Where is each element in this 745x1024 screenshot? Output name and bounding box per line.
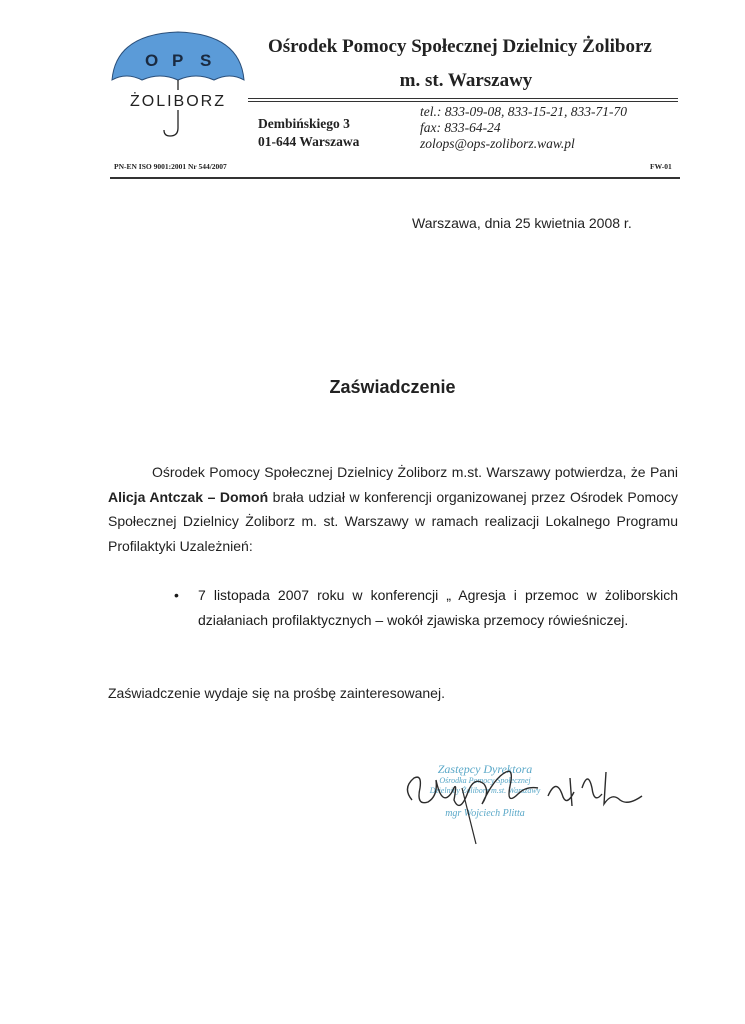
- header-bottom-rule: [110, 177, 680, 179]
- logo-district: ŻOLIBORZ: [129, 93, 227, 110]
- document-title: Zaświadczenie: [329, 377, 456, 397]
- org-name: Ośrodek Pomocy Społecznej Dzielnicy Żoliborz: [268, 36, 652, 57]
- bullet-icon: •: [174, 587, 179, 603]
- stamp-institution: Ośrodka Pomocy Społecznej: [439, 776, 531, 785]
- postal-city: 01-644 Warszawa: [258, 134, 360, 149]
- main-paragraph: [108, 460, 678, 558]
- conference-item: 7 listopada 2007 roku w konferencji „ Agresja i przemoc w żoliborskich działaniach profilaktycznych – wokół zjawiska przemocy rówieśniczej.: [198, 587, 678, 628]
- address-block: [258, 115, 359, 151]
- header-divider: [248, 98, 678, 99]
- street: Dembińskiego 3: [258, 116, 350, 131]
- handwritten-signature: [398, 748, 658, 848]
- recipient-name: Alicja Antczak – Domoń: [108, 488, 269, 505]
- closing-sentence: Zaświadczenie wydaje się na prośbę zainteresowanej.: [108, 685, 445, 701]
- stamp-district: Dzielnicy Żoliborz m.st. Warszawy: [429, 786, 541, 795]
- phone-numbers: tel.: 833-09-08, 833-15-21, 833-71-70: [420, 104, 627, 119]
- logo-letter-p: P: [172, 51, 184, 70]
- form-code: FW-01: [650, 162, 672, 171]
- fax-number: fax: 833-64-24: [420, 120, 501, 135]
- logo-letter-s: S: [200, 51, 212, 70]
- stamp-signatory: mgr Wojciech Plitta: [445, 808, 525, 819]
- paragraph-end: brała udział w konferencji organizowanej przez Ośrodek Pomocy Społecznej Dzielnicy Żoliborz m. st. Warszawy w ramach realizacji Lokalnego Programu Profilaktyki Uzależnień:: [108, 488, 678, 554]
- contact-block: [420, 104, 627, 152]
- header-divider-2: [248, 101, 678, 102]
- email-address: zolops@ops-zoliborz.waw.pl: [420, 136, 575, 151]
- logo-letter-o: O: [145, 51, 159, 70]
- iso-certificate-code: PN-EN ISO 9001:2001 Nr 544/2007: [114, 162, 227, 171]
- paragraph-start: Ośrodek Pomocy Społecznej Dzielnicy Żoliborz m.st. Warszawy potwierdza, że Pani: [152, 464, 678, 480]
- ops-logo: [108, 28, 248, 140]
- stamp-title: Zastępcy Dyrektora: [437, 762, 533, 776]
- org-city: m. st. Warszawy: [399, 70, 533, 91]
- document-date: Warszawa, dnia 25 kwietnia 2008 r.: [412, 215, 632, 231]
